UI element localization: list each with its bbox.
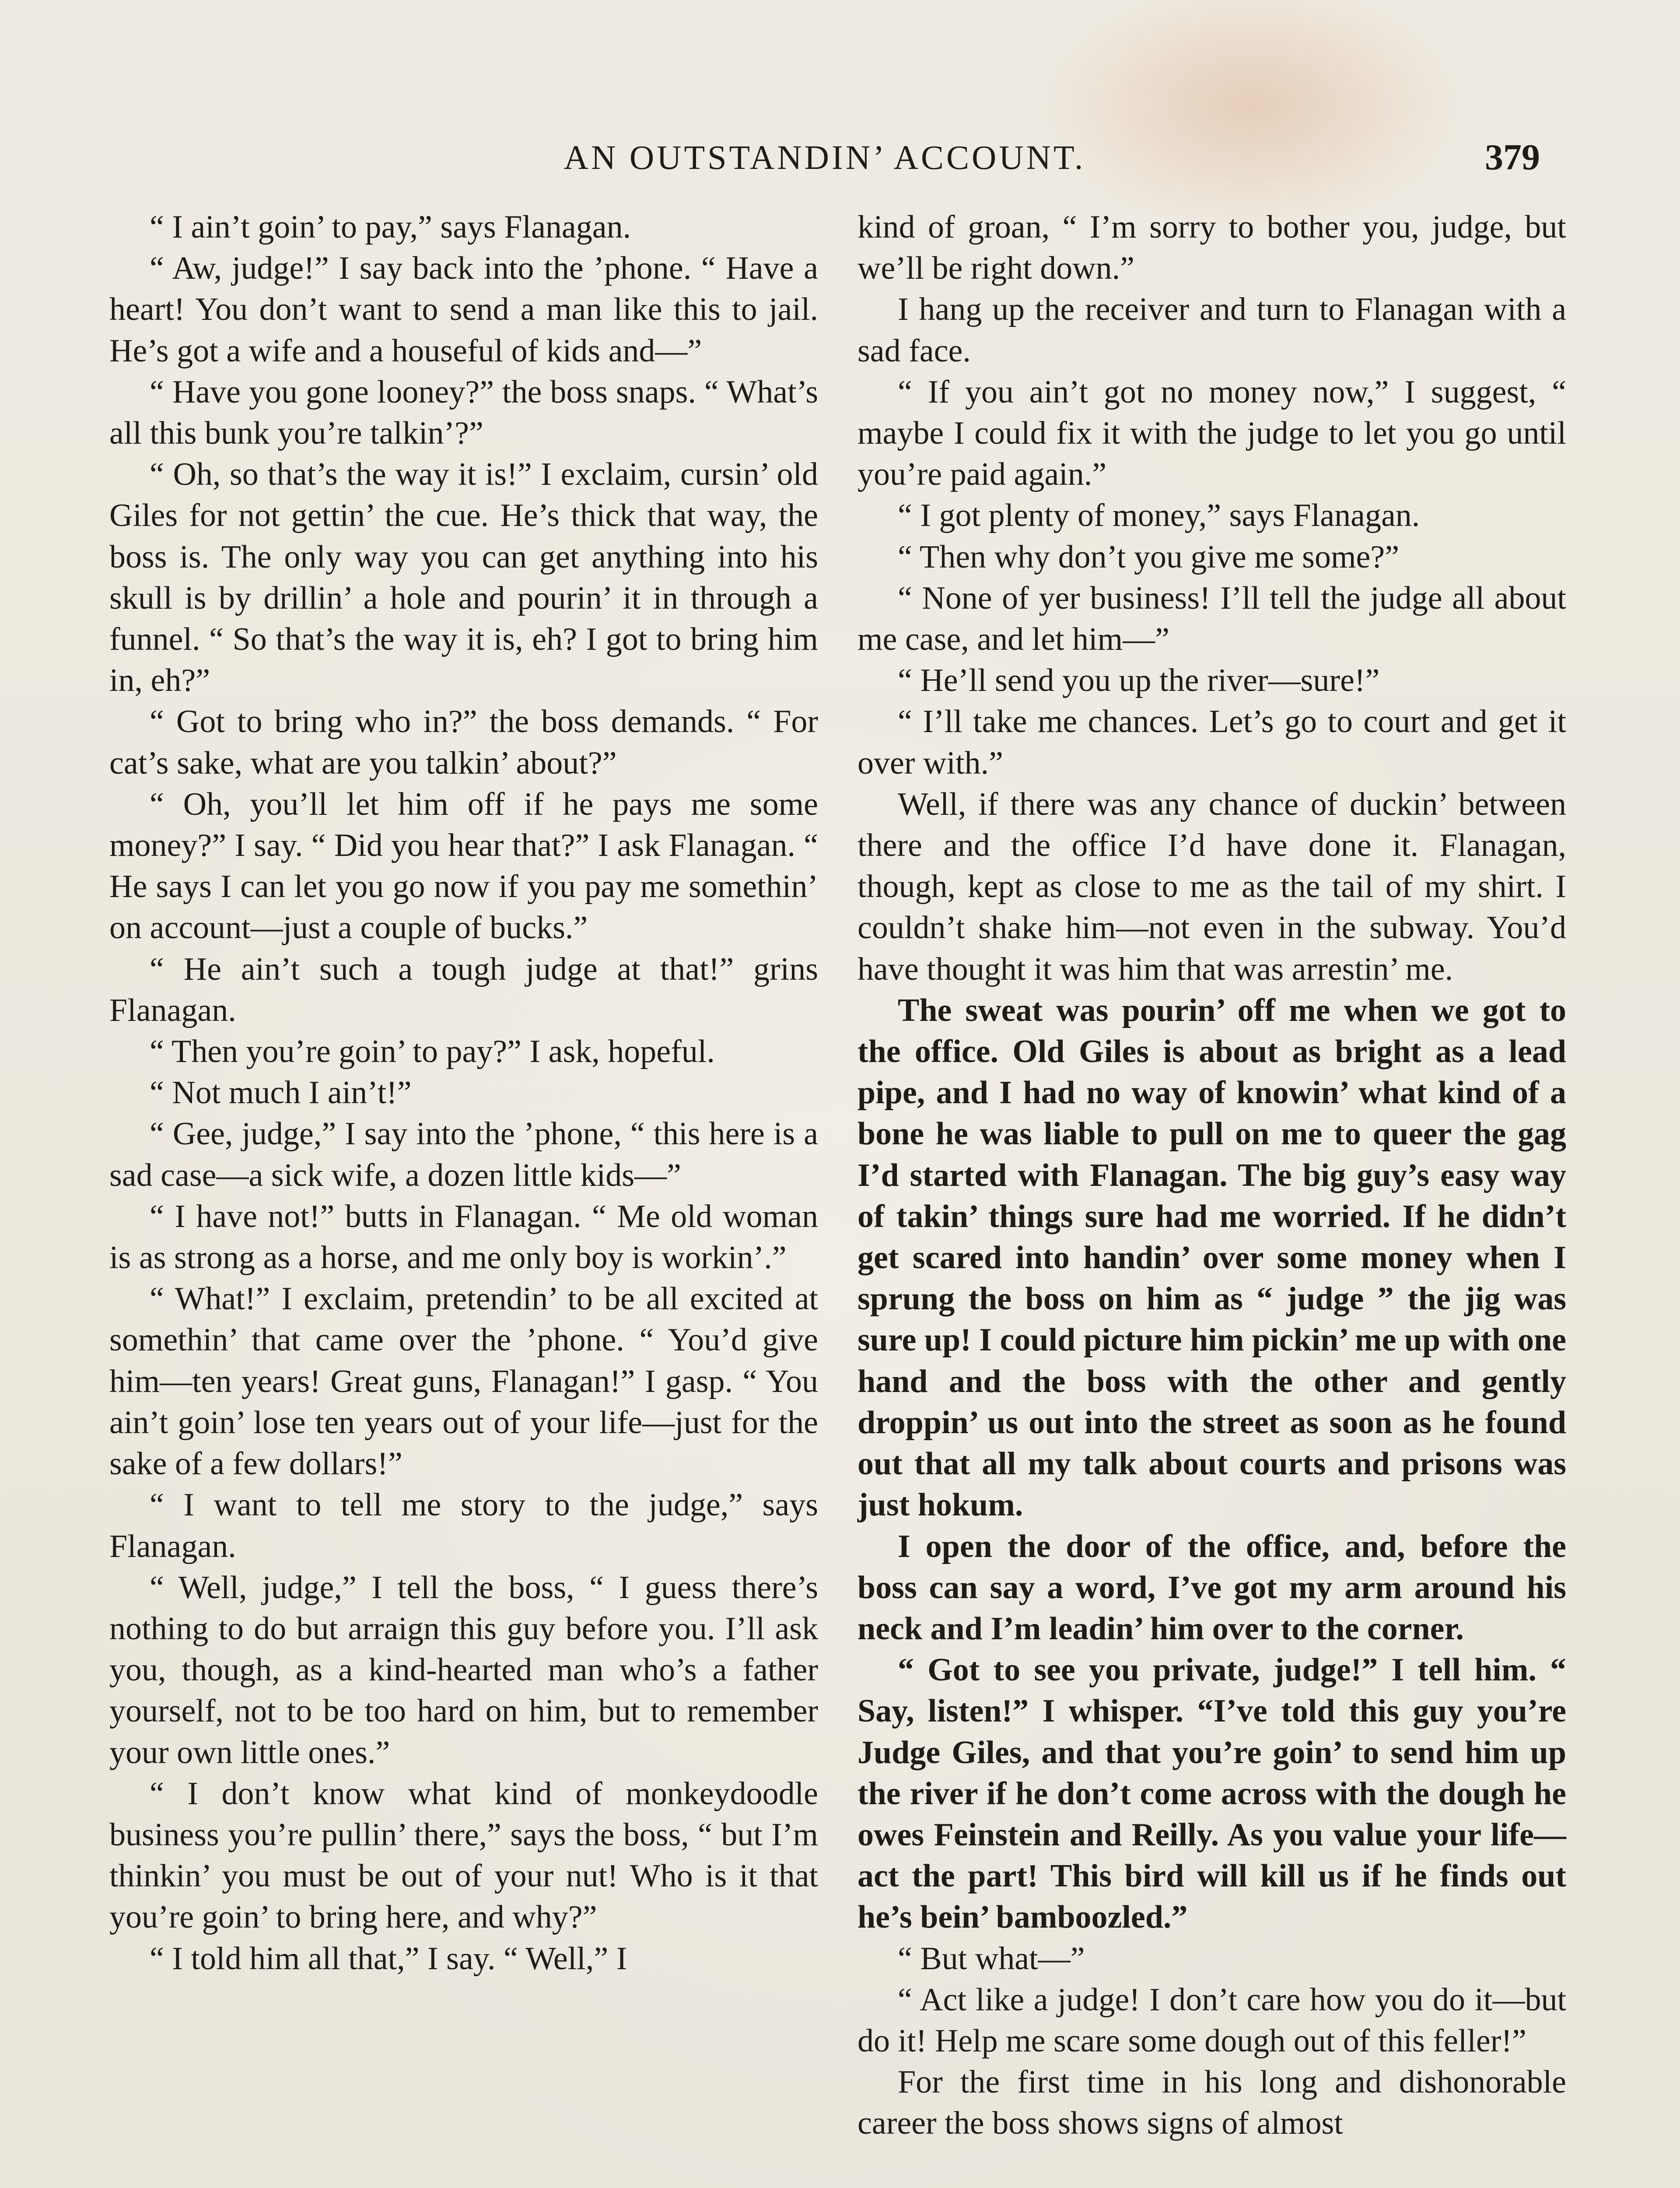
page-number: 379 [1485,137,1540,178]
paragraph: “ Aw, judge!” I say back into the ’phone. “ Have a heart! You don’t want to send a man like this to jail. He’s got a wife and a houseful of kids and—” [109,250,818,369]
paragraph: “ Oh, so that’s the way it is!” I exclaim, cursin’ old Giles for not gettin’ the cue. He’s thick that way, the boss is. The only way you can get anything into his skull is by drillin’ a hole and pourin’ it in through a funnel. “ So that’s the way it is, eh? I got to bring him in, eh?” [109,456,818,699]
running-title: AN OUTSTANDIN’ ACCOUNT. [564,138,1086,176]
paragraph: “ Act like a judge! I don’t care how you do it—but do it! Help me scare some dough out of this feller!” [858,1981,1566,2059]
paragraph: “ I told him all that,” I say. “ Well,” I [150,1940,627,1977]
paragraph: “ I have not!” butts in Flanagan. “ Me old woman is as strong as a horse, and me only boy is workin’.” [109,1198,818,1276]
paragraph: I hang up the receiver and turn to Flanagan with a sad face. [858,291,1566,369]
paragraph: “ I’ll take me chances. Let’s go to court and get it over with.” [858,704,1566,781]
page-header [109,131,1540,184]
paragraph: “ I want to tell me story to the judge,” says Flanagan. [109,1487,818,1564]
paragraph: I open the door of the office, and, before the boss can say a word, I’ve got my arm around his neck and I’m leadin’ him over to the corner. [858,1528,1566,1647]
paragraph: Well, if there was any chance of duckin’ between there and the office I’d have done it. Flanagan, though, kept as close to me as the tail of my shirt. I couldn’t shake him—not even in the subway. You’d have thought it was him that was arrestin’ me. [858,786,1566,987]
paragraph: “ If you ain’t got no money now,” I suggest, “ maybe I could fix it with the judge to let you go until you’re paid again.” [858,374,1566,493]
paragraph-continuation: kind of groan, “ I’m sorry to bother you, judge, but we’ll be right down.” [858,209,1566,287]
paragraph: “ None of yer business! I’ll tell the judge all about me case, and let him—” [858,580,1566,658]
paragraph: “ Have you gone looney?” the boss snaps. “ What’s all this bunk you’re talkin’?” [109,374,818,452]
paragraph: “ I ain’t goin’ to pay,” says Flanagan. [150,209,631,245]
paragraph: “ Then you’re goin’ to pay?” I ask, hopeful. [150,1034,715,1070]
paragraph: The sweat was pourin’ off me when we got to the office. Old Giles is about as bright as a lead pipe, and I had no way of knowin’ what kind of a bone he was liable to pull on me to queer the gag I’d started with Flanagan. The big guy’s easy way of takin’ things sure had me worried. If he didn’t get scared into handin’ over some money when I sprung the boss on him as “ judge ” the jig was sure up! I could picture him pickin’ me up with one hand and the boss with the other and gently droppin’ us out into the street as soon as he found out that all my talk about courts and prisons was just hokum. [858,992,1567,1523]
paragraph: “ I don’t know what kind of monkeydoodle business you’re pullin’ there,” says the boss, “ but I’m thinkin’ you must be out of your nut! Who is it that you’re goin’ to bring here, and why?” [109,1775,818,1936]
paragraph: For the first time in his long and dishonorable career the boss shows signs of almost [858,2064,1566,2142]
paragraph: “ Then why don’t you give me some?” [898,539,1400,575]
paragraph: “ I got plenty of money,” says Flanagan. [898,498,1420,534]
paragraph: “ He ain’t such a tough judge at that!” grins Flanagan. [109,951,818,1028]
paragraph: “ Well, judge,” I tell the boss, “ I guess there’s nothing to do but arraign this guy before you. I’ll ask you, though, as a kind-hearted man who’s a father yourself, not to be too hard on him, but to remember your own little ones.” [109,1569,818,1771]
paragraph: “ Not much I ain’t!” [150,1075,412,1111]
paragraph: “ Gee, judge,” I say into the ’phone, “ this here is a sad case—a sick wife, a dozen little kids—” [109,1116,818,1193]
left-column [109,207,818,1979]
bold-print-section [858,990,1566,1938]
paragraph: “ Got to bring who in?” the boss demands. “ For cat’s sake, what are you talkin’ about?” [109,704,818,781]
paragraph: “ Got to see you private, judge!” I tell him. “ Say, listen!” I whisper. “I’ve told this guy you’re Judge Giles, and that you’re goin’ to send him up the river if he don’t come across with the dough he owes Feinstein and Reilly. As you value your life—act the part! This bird will kill us if he finds out he’s bein’ bamboozled.” [858,1652,1566,1936]
paragraph: “ Oh, you’ll let him off if he pays me some money?” I say. “ Did you hear that?” I ask Flanagan. “ He says I can let you go now if you pay me somethin’ on account—just a couple of bucks.” [109,786,818,946]
paragraph: “ He’ll send you up the river—sure!” [898,663,1380,699]
paragraph: “ What!” I exclaim, pretendin’ to be all excited at somethin’ that came over the ’phone. “ You’d give him—ten years! Great guns, Flanagan!” I gasp. “ You ain’t goin’ lose ten years out of your life—just for the sake of a few dollars!” [109,1281,818,1482]
right-column [858,207,1566,2144]
paragraph: “ But what—” [898,1940,1085,1977]
